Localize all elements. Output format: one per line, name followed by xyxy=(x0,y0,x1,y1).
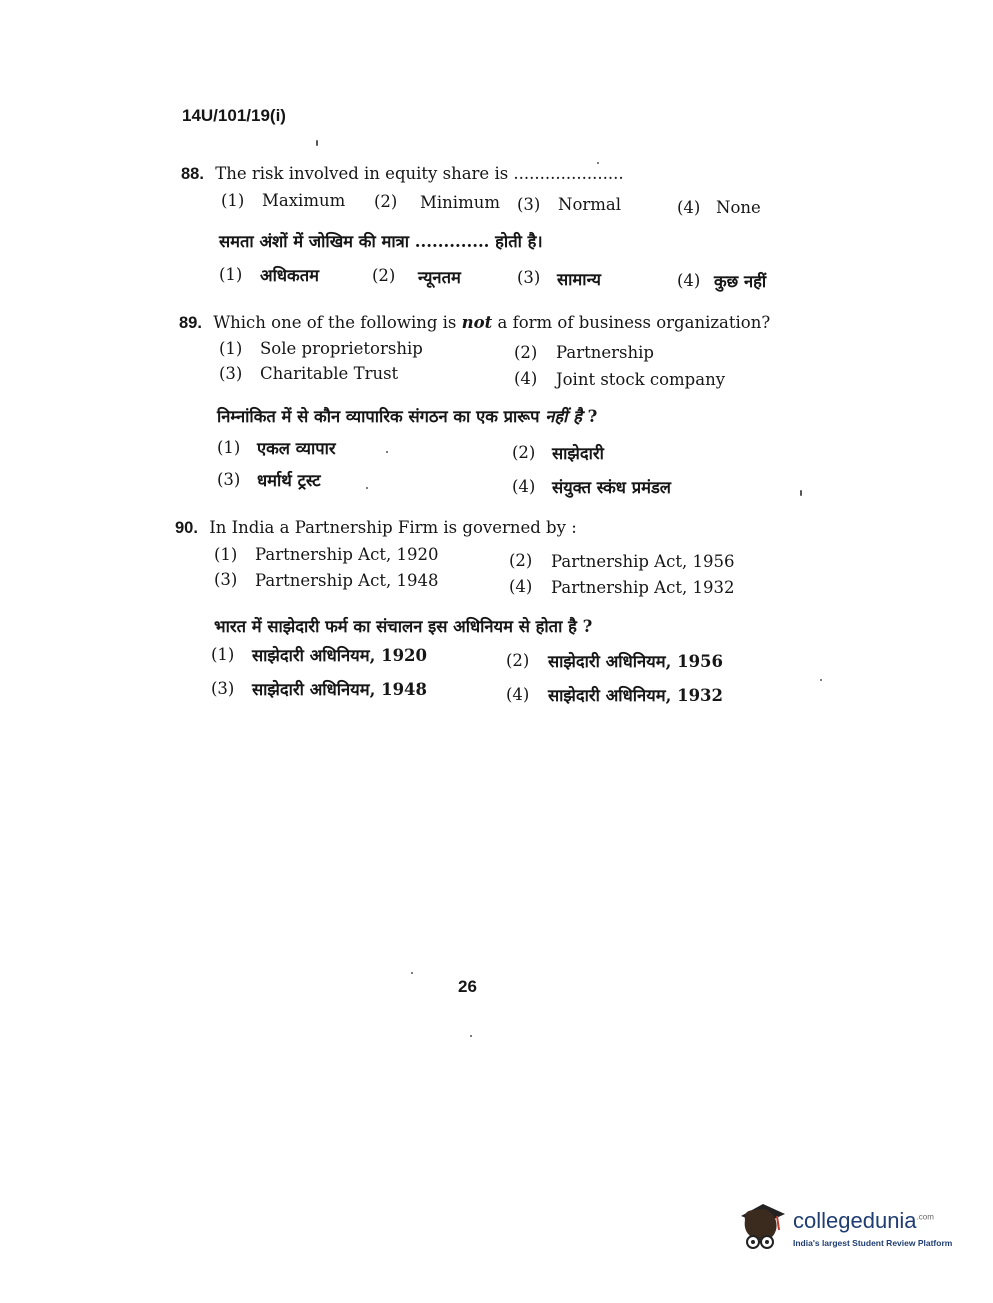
q88-hi-option-1-text: अधिकतम xyxy=(260,266,319,285)
q88-option-4-text: None xyxy=(716,198,761,217)
q88-option-4-number: (4) xyxy=(677,198,701,217)
mascot-icon xyxy=(735,1198,791,1258)
q89-hi-option-2-number: (2) xyxy=(512,443,536,462)
q88-hi-option-2-text: न्यूनतम xyxy=(418,268,461,287)
collegedunia-wordmark xyxy=(793,1208,934,1234)
q89-option-3-text: Charitable Trust xyxy=(260,364,399,383)
question-90-number: 90. xyxy=(175,519,198,537)
q88-option-2-number: (2) xyxy=(374,192,398,211)
question-88-number: 88. xyxy=(181,165,204,183)
question-88 xyxy=(181,164,624,184)
q89-hi-option-2-text: साझेदारी xyxy=(552,444,604,463)
q88-hi-option-3-text: सामान्य xyxy=(557,270,602,289)
q89-option-1-number: (1) xyxy=(219,339,243,358)
q90-hi-option-4-number: (4) xyxy=(506,685,530,704)
question-89-emphasis-en: not xyxy=(461,313,493,332)
q90-option-3-text: Partnership Act, 1948 xyxy=(255,571,439,590)
q90-hi-option-4-text: साझेदारी अधिनियम, 1932 xyxy=(548,686,724,705)
q88-option-2-text: Minimum xyxy=(420,193,500,212)
q88-option-1-text: Maximum xyxy=(262,191,346,210)
q89-option-1-text: Sole proprietorship xyxy=(260,339,423,358)
q90-hi-option-1-number: (1) xyxy=(211,645,235,664)
q88-hi-option-4-text: कुछ नहीं xyxy=(714,272,767,291)
q89-option-4-text: Joint stock company xyxy=(556,370,726,389)
collegedunia-logo xyxy=(735,1198,965,1258)
question-90-text-hi: भारत में साझेदारी फर्म का संचालन इस अधिनियम से होता है ? xyxy=(214,617,593,636)
q89-hi-option-4-text: संयुक्त स्कंध प्रमंडल xyxy=(552,478,671,497)
question-89-text-en-post: a form of business organization? xyxy=(497,313,771,332)
q89-option-2-text: Partnership xyxy=(556,343,654,362)
q88-hi-option-1-number: (1) xyxy=(219,265,243,284)
question-90 xyxy=(175,518,577,538)
q90-option-1-text: Partnership Act, 1920 xyxy=(255,545,439,564)
q90-option-4-text: Partnership Act, 1932 xyxy=(551,578,735,597)
q89-option-2-number: (2) xyxy=(514,343,538,362)
q90-option-2-number: (2) xyxy=(509,551,533,570)
logo-name: collegedunia xyxy=(793,1208,917,1233)
q90-hi-option-3-number: (3) xyxy=(211,679,235,698)
q90-hi-option-2-number: (2) xyxy=(506,651,530,670)
q88-option-1-number: (1) xyxy=(221,191,245,210)
q88-option-3-number: (3) xyxy=(517,195,541,214)
question-88-text-hi: समता अंशों में जोखिम की मात्रा ............. होती है। xyxy=(219,232,543,251)
question-89-text-hi xyxy=(217,404,597,427)
question-89-emphasis-hi: नहीं है xyxy=(545,407,582,426)
q90-option-3-number: (3) xyxy=(214,570,238,589)
q88-hi-option-3-number: (3) xyxy=(517,268,541,287)
paper-code: 14U/101/19(i) xyxy=(182,106,286,125)
question-89-text-hi-post: ? xyxy=(587,407,598,426)
q90-option-2-text: Partnership Act, 1956 xyxy=(551,552,735,571)
question-88-text-en: The risk involved in equity share is ..................... xyxy=(215,164,624,183)
q89-hi-option-1-number: (1) xyxy=(217,438,241,457)
q89-hi-option-4-number: (4) xyxy=(512,477,536,496)
q90-option-1-number: (1) xyxy=(214,545,238,564)
q89-hi-option-1-text: एकल व्यापार xyxy=(257,439,336,458)
q89-hi-option-3-text: धर्मार्थ ट्रस्ट xyxy=(257,471,321,490)
question-89-text-en-pre: Which one of the following is xyxy=(213,313,457,332)
page-number: 26 xyxy=(458,977,477,996)
q88-option-3-text: Normal xyxy=(558,195,622,214)
q88-hi-option-2-number: (2) xyxy=(372,266,396,285)
question-90-text-en: In India a Partnership Firm is governed by : xyxy=(209,518,577,537)
logo-tagline: India's largest Student Review Platform xyxy=(793,1238,953,1248)
q89-hi-option-3-number: (3) xyxy=(217,470,241,489)
q90-hi-option-2-text: साझेदारी अधिनियम, 1956 xyxy=(548,652,724,671)
q90-hi-option-1-text: साझेदारी अधिनियम, 1920 xyxy=(252,646,428,665)
question-89-text-hi-pre: निम्नांकित में से कौन व्यापारिक संगठन का एक प्रारूप xyxy=(217,407,540,426)
q90-option-4-number: (4) xyxy=(509,577,533,596)
question-89-number: 89. xyxy=(179,314,202,332)
q89-option-3-number: (3) xyxy=(219,364,243,383)
q88-hi-option-4-number: (4) xyxy=(677,271,701,290)
logo-suffix: .com xyxy=(916,1212,934,1222)
q90-hi-option-3-text: साझेदारी अधिनियम, 1948 xyxy=(252,680,428,699)
q89-option-4-number: (4) xyxy=(514,369,538,388)
question-89 xyxy=(179,313,770,333)
